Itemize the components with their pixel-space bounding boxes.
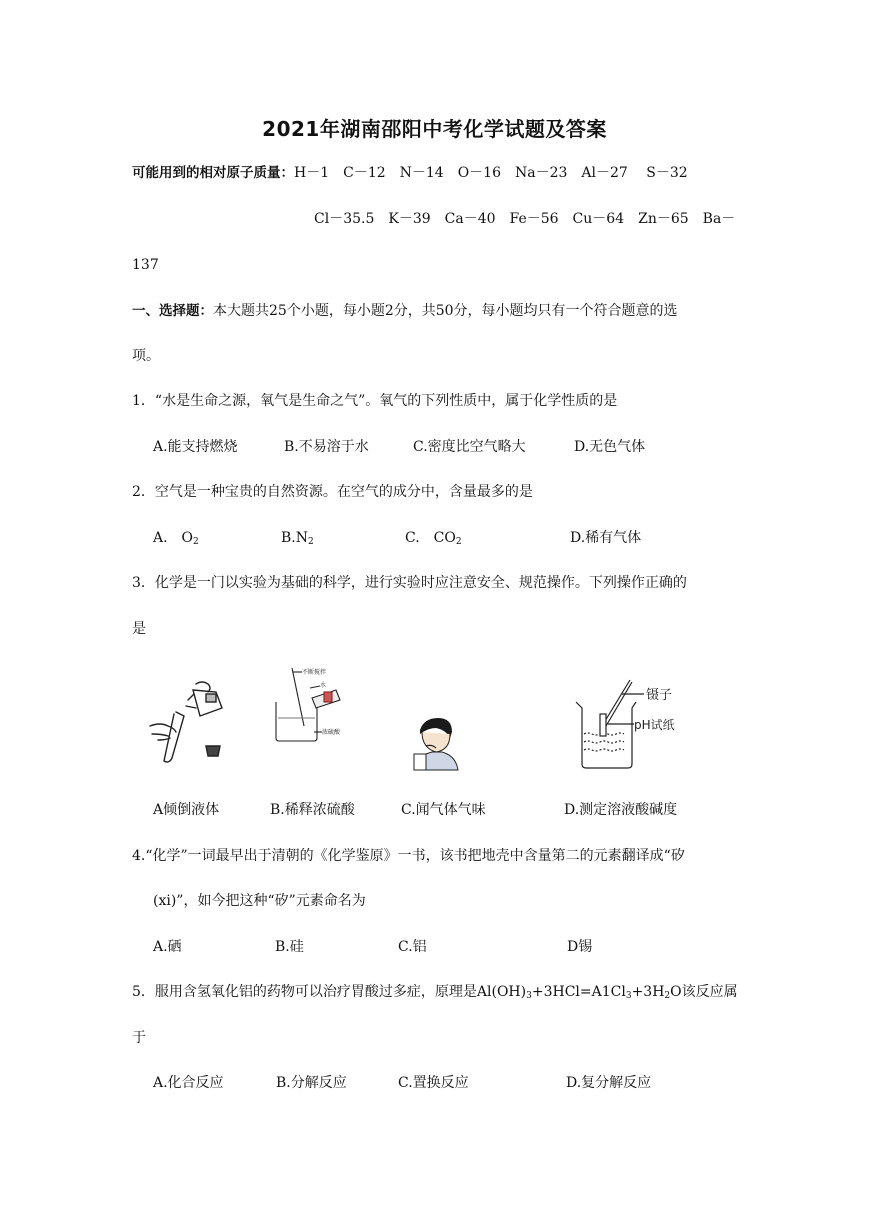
question-4-option-b: B.硅 xyxy=(275,939,304,955)
atomic-mass-line-1 xyxy=(132,163,688,183)
figure-measuring-ph xyxy=(570,676,690,772)
question-4-stem: 4.“化学”一词最早出于清朝的《化学鉴原》一书，该书把地壳中含量第二的元素翻译成“矽 xyxy=(132,848,685,864)
question-4-option-c: C.铝 xyxy=(398,939,427,955)
question-2-option-d: D.稀有气体 xyxy=(570,530,642,546)
figure-smelling-gas xyxy=(410,716,462,772)
atomic-mass-label: 可能用到的相对原子质量： xyxy=(132,165,294,181)
atomic-mass-values-2: Cl－35.5 K－39 Ca－40 Fe－56 Cu－64 Zn－65 Ba－ xyxy=(314,211,736,227)
question-3-option-a: A倾倒液体 xyxy=(153,802,220,818)
figure-label-ph-paper: pH试纸 xyxy=(634,718,675,732)
figure-pouring-liquid xyxy=(148,680,228,772)
question-4-option-d: D锡 xyxy=(567,939,593,955)
question-1-option-a: A.能支持燃烧 xyxy=(153,439,238,455)
question-1-option-b: B.不易溶于水 xyxy=(284,439,369,455)
question-2-option-c: C. $CO_2$ xyxy=(405,530,462,547)
question-1-option-c: C.密度比空气略大 xyxy=(413,439,526,455)
page-title: 2021年湖南邵阳中考化学试题及答案 xyxy=(262,117,607,141)
section-description-cont: 项。 xyxy=(132,348,160,364)
question-5-stem: 5．服用含氢氧化铝的药物可以治疗胃酸过多症，原理是$Al(OH)_3+3HCl=A1Cl_3+3H_2O$该反应属 xyxy=(132,984,738,1001)
question-5-option-a: A.化合反应 xyxy=(153,1075,224,1091)
question-2-stem: 2．空气是一种宝贵的自然资源。在空气的成分中，含量最多的是 xyxy=(132,484,533,500)
question-4-option-a: A.硒 xyxy=(153,939,182,955)
question-3-stem-cont: 是 xyxy=(132,621,146,637)
question-3-option-b: B.稀释浓硫酸 xyxy=(270,802,355,818)
question-3-stem: 3．化学是一门以实验为基础的科学，进行实验时应注意安全、规范操作。下列操作正确的 xyxy=(132,575,687,591)
section-description: 本大题共25个小题，每小题2分，共50分，每小题均只有一个符合题意的选 xyxy=(213,303,678,319)
figure-label-tweezers: 镊子 xyxy=(646,688,673,703)
question-1-stem: 1．“水是生命之源，氧气是生命之气”。氧气的下列性质中，属于化学性质的是 xyxy=(132,393,618,409)
question-4-stem-cont: (xi)”，如今把这种“矽”元素命名为 xyxy=(153,893,366,909)
figure-label-water: 水 xyxy=(320,682,327,689)
atomic-mass-values-1: H－1 C－12 N－14 O－16 Na－23 Al－27 S－32 xyxy=(294,165,688,181)
question-5-option-d: D.复分解反应 xyxy=(566,1075,652,1091)
section-label: 一、选择题： xyxy=(132,303,213,319)
question-5-option-c: C.置换反应 xyxy=(398,1075,469,1091)
question-5-stem-cont: 于 xyxy=(132,1030,146,1046)
question-1-option-d: D.无色气体 xyxy=(574,439,646,455)
question-2-option-a: A. $O_2$ xyxy=(153,530,199,547)
question-3-option-c: C.闻气体气味 xyxy=(401,802,486,818)
question-3-option-d: D.测定溶液酸碱度 xyxy=(564,802,678,818)
figure-label-acid: 浓硫酸 xyxy=(322,729,341,736)
section-heading xyxy=(132,301,678,321)
question-2-option-b: $B.N_2$ xyxy=(281,530,314,547)
atomic-mass-values-3: 137 xyxy=(132,257,159,273)
figure-label-stirring: 不断搅拌 xyxy=(302,669,327,676)
question-5-option-b: B.分解反应 xyxy=(276,1075,347,1091)
figure-diluting-acid xyxy=(270,664,342,744)
